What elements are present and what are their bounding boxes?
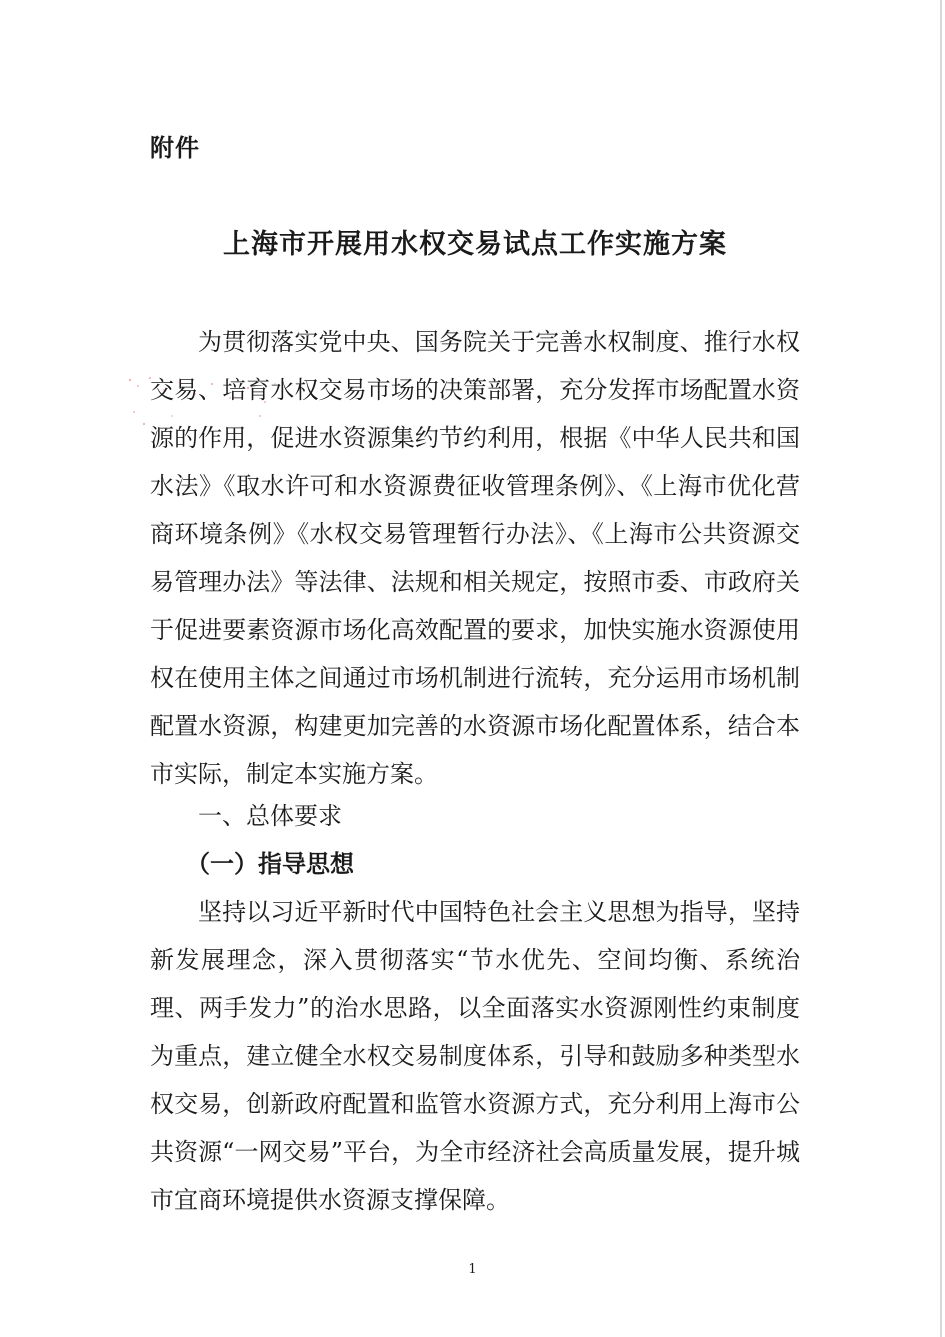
attachment-label: 附件 [150, 134, 200, 162]
page-number: 1 [468, 1262, 477, 1277]
intro-paragraph: 为贯彻落实党中央、国务院关于完善水权制度、推行水权交易、培育水权交易市场的决策部署，充分发挥市场配置水资源的作用，促进水资源集约节约利用，根据《中华人民共和国水法》《取水许可和水资源费征收管理条例》、《上海市优化营商环境条例》《水权交易管理暂行办法》、《上海市公共资源交易管理办法》等法律、法规和相关规定，按照市委、市政府关于促进要素资源市场化高效配置的要求，加快实施水资源使用权在使用主体之间通过市场机制进行流转，充分运用市场机制配置水资源，构建更加完善的水资源市场化配置体系，结合本市实际，制定本实施方案。 [150, 328, 800, 788]
section-heading-overall-requirements: 一、总体要求 [198, 802, 342, 830]
subsection-heading-guiding-ideology: （一）指导思想 [186, 850, 354, 878]
scan-edge-line [940, 0, 942, 1337]
guiding-paragraph: 坚持以习近平新时代中国特色社会主义思想为指导，坚持新发展理念，深入贯彻落实“节水优先、空间均衡、系统治理、两手发力”的治水思路，以全面落实水资源刚性约束制度为重点，建立健全水权交易制度体系，引导和鼓励多种类型水权交易，创新政府配置和监管水资源方式，充分利用上海市公共资源“一网交易”平台，为全市经济社会高质量发展，提升城市宜商环境提供水资源支撑保障。 [150, 898, 800, 1214]
document-title: 上海市开展用水权交易试点工作实施方案 [223, 229, 727, 260]
